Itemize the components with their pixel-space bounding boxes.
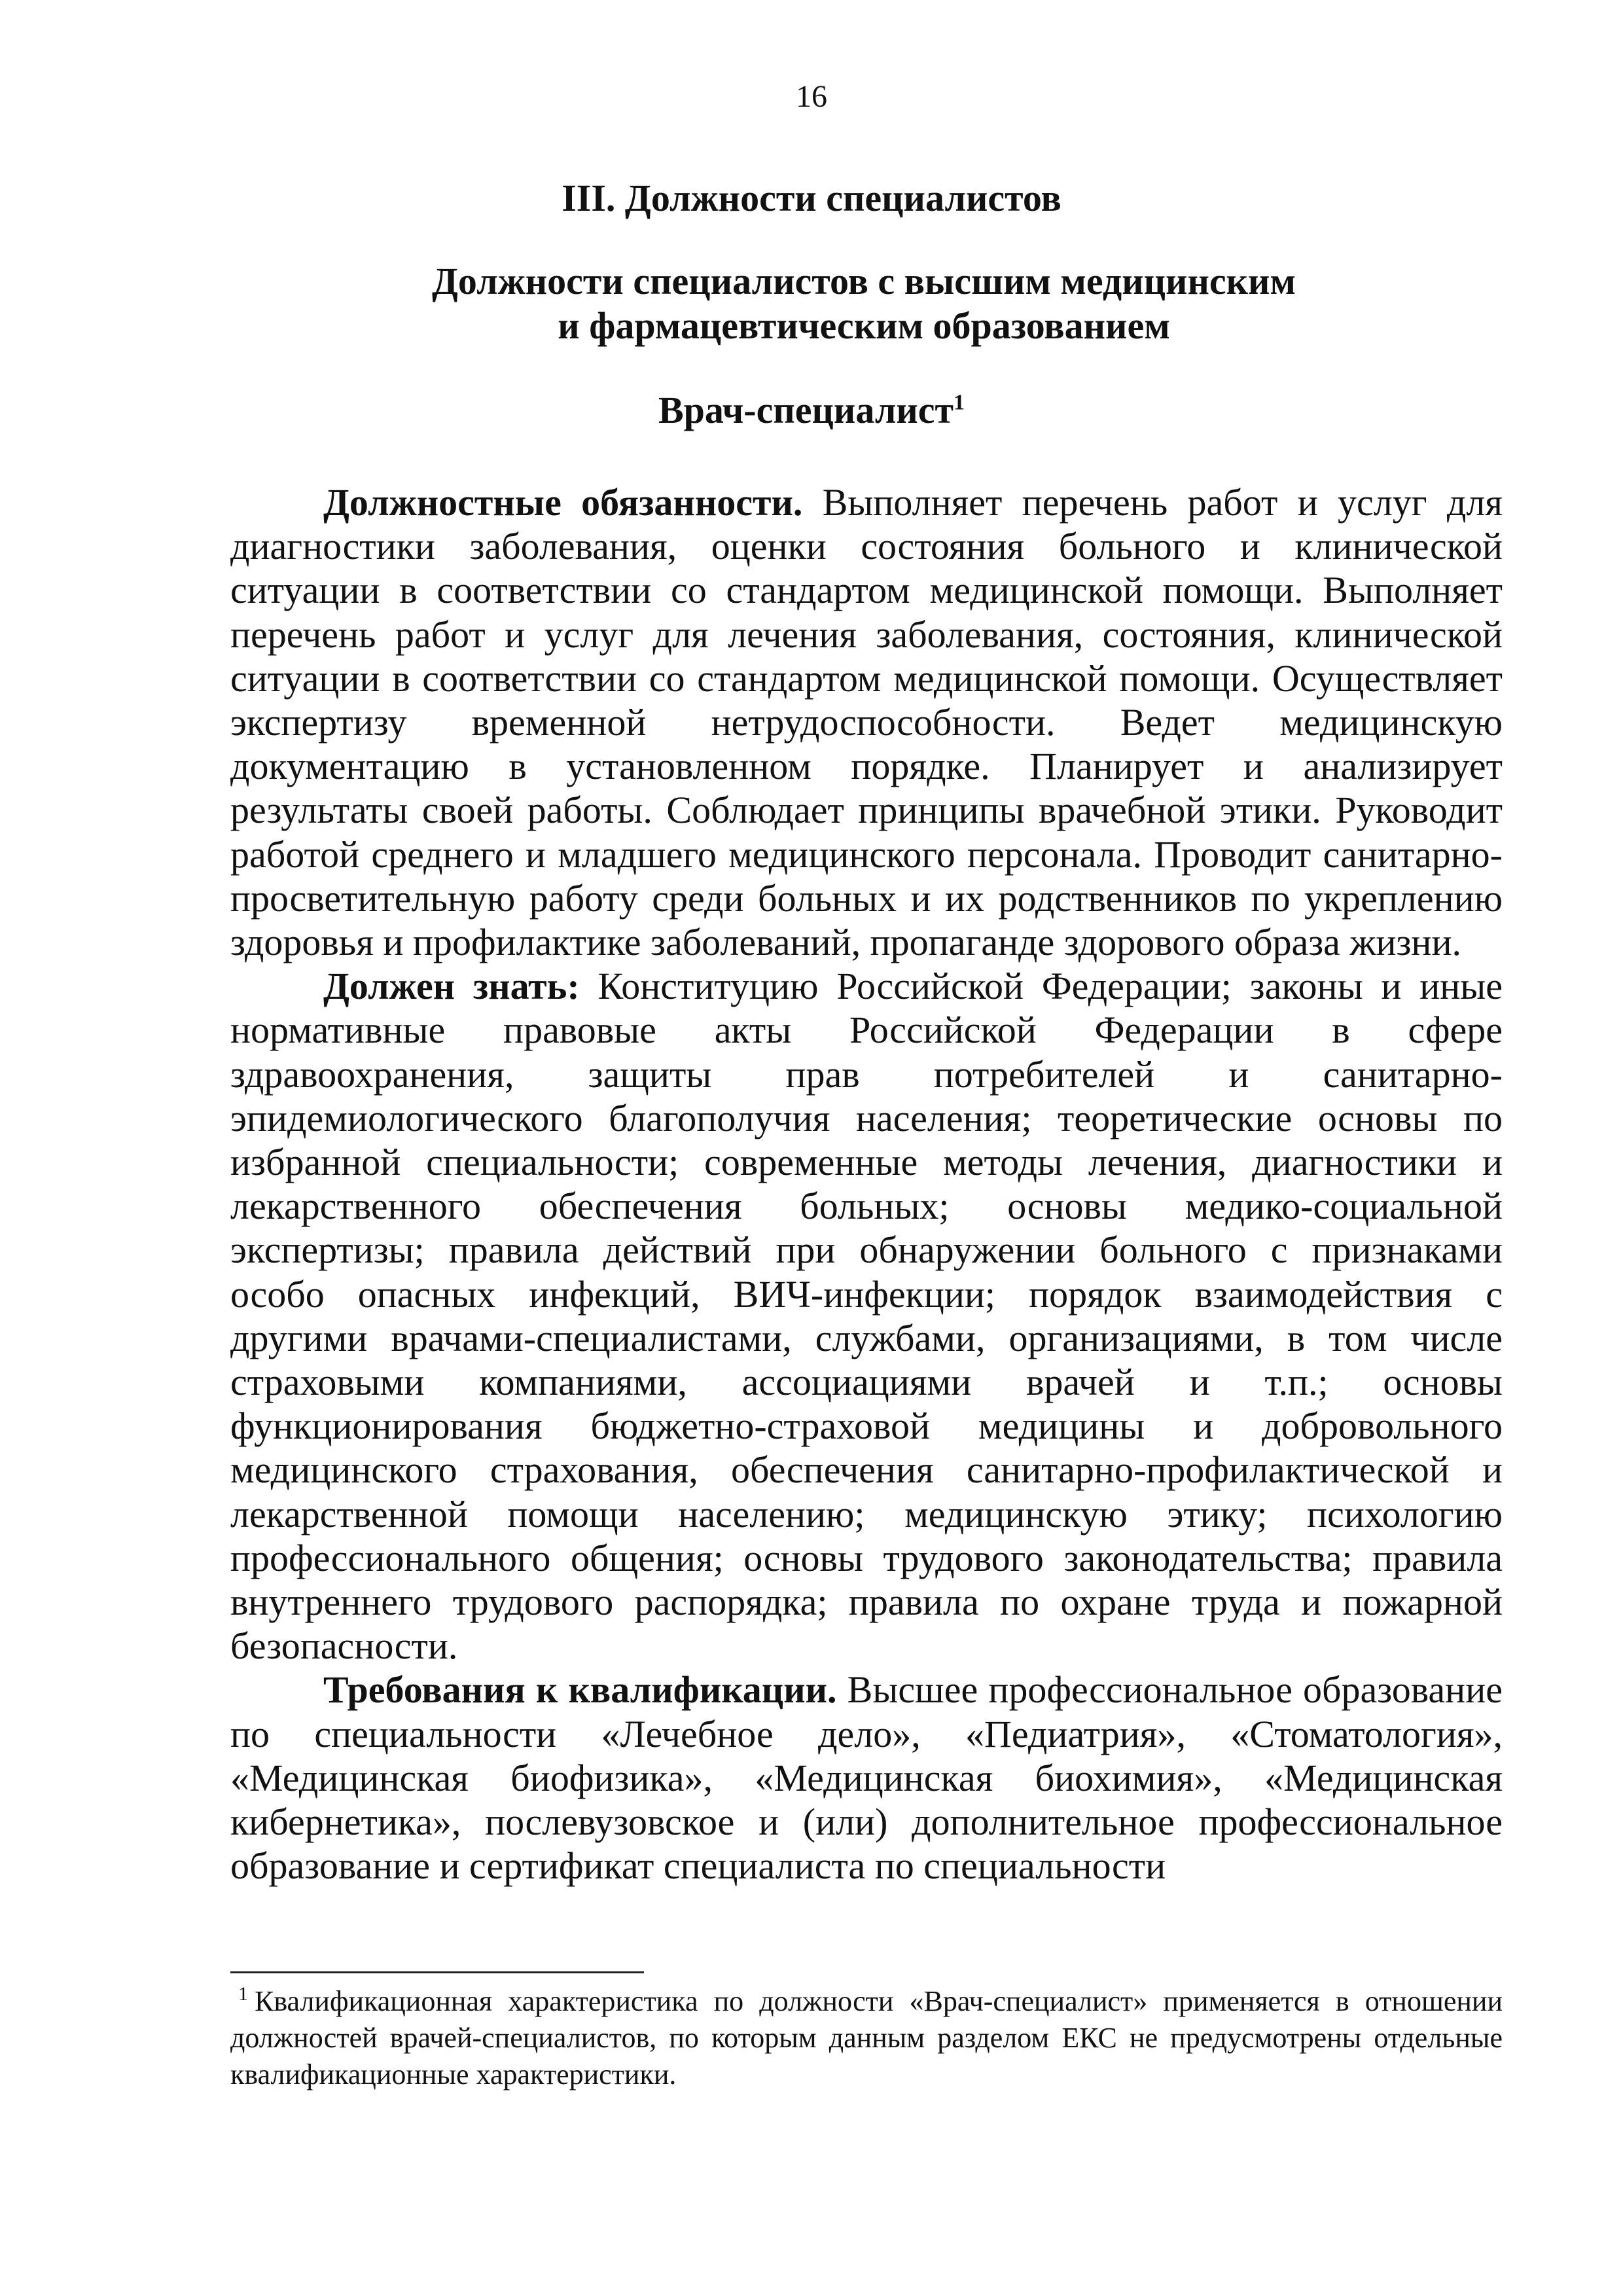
knowledge-text: Конституцию Российской Федерации; законы и иные нормативные правовые акты Российской Федерации в сфере здравоохранения, защиты прав потребителей и санитарно-эпидемиологического благополучия населения; теоретические основы по избранной специальности; современные методы лечения, диагностики и лекарственного обеспечения больных; основы медико-социальной экспертизы; правила действий при обнаружении больного с признаками особо опасных инфекций, ВИЧ-инфекции; порядок взаимодействия с другими врачами-специалистами, службами, организациями, в том числе страховыми компаниями, ассоциациями врачей и т.п.; основы функционирования бюджетно-страховой медицины и добровольного медицинского страхования, обеспечения санитарно-профилактической и лекарственной помощи населению; медицинскую этику; психологию профессионального общения; основы трудового законодательства; правила внутреннего трудового распорядка; правила по охране труда и пожарной безопасности.: [230, 965, 1503, 1668]
duties-label: Должностные обязанности.: [323, 481, 803, 524]
duties-text: Выполняет перечень работ и услуг для диагностики заболевания, оценки состояния больного и клинической ситуации в соответствии со стандартом медицинской помощи. Выполняет перечень работ и услуг для лечения заболевания, состояния, клинической ситуации в соответствии со стандартом медицинской помощи. Осуществляет экспертизу временной нетрудоспособности. Ведет медицинскую документацию в установленном порядке. Планирует и анализирует результаты своей работы. Соблюдает принципы врачебной этики. Руководит работой среднего и младшего медицинского персонала. Проводит санитарно-просветительную работу среди больных и их родственников по укреплению здоровья и профилактике заболеваний, пропаганде здорового образа жизни.: [230, 481, 1503, 964]
footnote-separator: [230, 1971, 644, 1973]
section-title: III. Должности специалистов: [562, 177, 1061, 219]
footnote-text: Квалификационная характеристика по должности «Врач-специалист» применяется в отношении должностей врачей-специалистов, по которым данным разделом ЕКС не предусмотрены отдельные квалификационные характеристики.: [230, 1985, 1503, 2090]
requirements-label: Требования к квалификации.: [323, 1668, 837, 1712]
subsection-title-line-2: и фармацевтическим образованием: [558, 304, 1170, 347]
duties-paragraph: [230, 480, 1503, 964]
page-number: 16: [796, 79, 827, 114]
footnote-mark: 1: [238, 1983, 248, 2005]
subsection-title: [236, 259, 1492, 348]
position-title: [0, 387, 1623, 433]
subsection-title-line-1: Должности специалистов с высшим медицинским: [432, 260, 1296, 302]
requirements-paragraph: [230, 1668, 1503, 1888]
footnote: [230, 1983, 1503, 2093]
requirements-text: Высшее профессиональное образование по специальности «Лечебное дело», «Педиатрия», «Стоматология», «Медицинская биофизика», «Медицинская биохимия», «Медицинская кибернетика», послевузовское и (или) дополнительное профессиональное образование и сертификат специалиста по специальности: [230, 1668, 1503, 1888]
position-footnote-mark: 1: [954, 390, 965, 415]
body-text: [230, 480, 1503, 1888]
knowledge-label: Должен знать:: [323, 965, 580, 1008]
knowledge-paragraph: [230, 964, 1503, 1668]
position-title-text: Врач-специалист: [658, 389, 954, 431]
